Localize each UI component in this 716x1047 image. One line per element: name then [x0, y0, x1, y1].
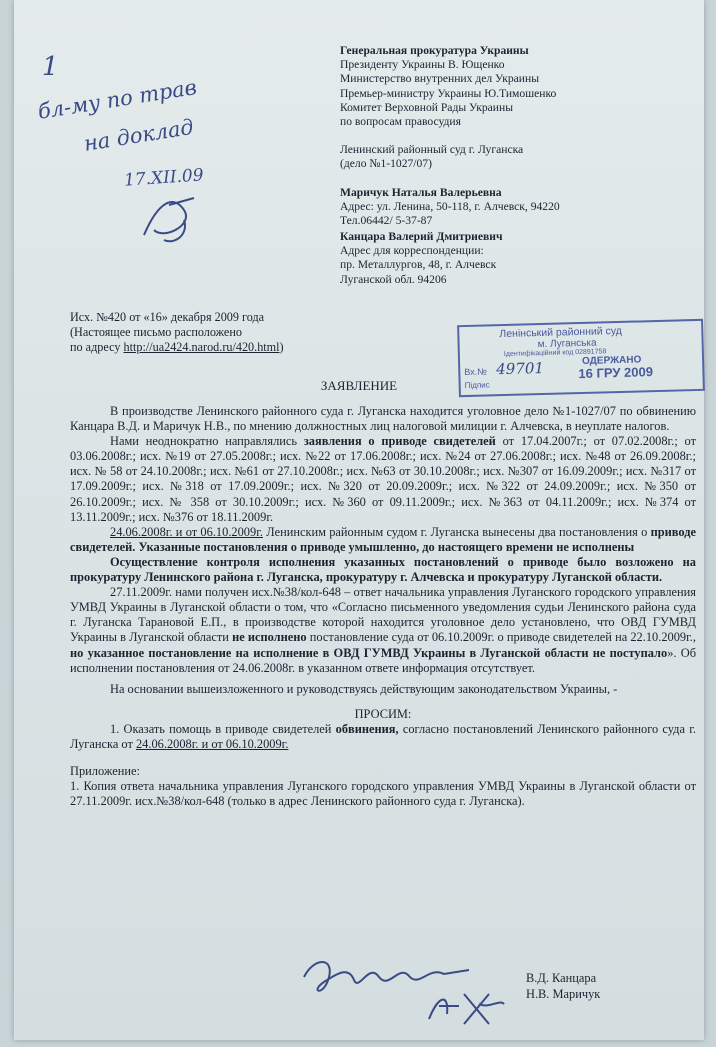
paragraph-basis: На основании вышеизложенного и руководствуясь действующим законодательством Украины, -	[110, 681, 618, 696]
handwritten-resolution-line2: на доклад	[82, 114, 196, 156]
stamp-id-code: Ідентифікаційний код 02891758	[503, 348, 607, 359]
outgoing-number: Исх. №420 от «16» декабря 2009 года	[70, 310, 265, 324]
outgoing-note: (Настоящее письмо расположено	[70, 325, 242, 339]
sender2-line1: Адрес для корреспонденции:	[340, 244, 484, 258]
recipients-block	[340, 44, 700, 129]
sender2-block	[340, 230, 700, 287]
outgoing-url-line: по адресу http://ua2424.narod.ru/420.html)	[70, 340, 284, 354]
recipient-line: Комитет Верховной Рады Украины	[340, 100, 513, 114]
handwritten-corner-mark: 1	[42, 52, 59, 82]
sender1-block	[340, 186, 700, 229]
recipient-line: Министерство внутренних дел Украины	[340, 72, 540, 86]
stamp-date: 16 ГРУ 2009	[578, 364, 654, 382]
appendix-item: 1. Копия ответа начальника управления Луганского городского управления УМВД Украины в Луганской области от 27.11.2009г. исх.№38/кол-648 (только в адрес Ленинского районного суда г. Луганска).	[70, 779, 696, 809]
sender2-name: Канцара Валерий Дмитриевич	[340, 230, 503, 243]
outgoing-url-link[interactable]: http://ua2424.narod.ru/420.html	[123, 340, 280, 354]
recipient-line: по вопросам правосудия	[340, 115, 461, 129]
request-item: 1. Оказать помощь в приводе свидетелей обвинения, согласно постановлений Ленинского районного суда г. Луганска от 24.06.2008г. и от 06.10.2009г.	[70, 721, 696, 751]
court-block	[340, 143, 700, 171]
paragraph-control: Осуществление контроля исполнения указанных постановлений о приводе было возложено на прокуратуру Ленинского района г. Луганска, прокуратуру г. Алчевска и прокуратуру Луганской области.	[70, 554, 696, 585]
stamp-sign-label: Підпис	[464, 380, 490, 391]
paragraph-case: В производстве Ленинского районного суда г. Луганска находится уголовное дело №1-1027/07 по обвинению Канцара В.Д. и Маричук Н.В., по мнению должностных лиц налоговой милиции г. Алчевска, в неуплате налогов.	[70, 404, 696, 434]
stamp-court-name: Ленінський районний суд	[499, 324, 622, 341]
sender1-phone: Тел.06442/ 5-37-87	[340, 214, 433, 228]
case-number: (дело №1-1027/07)	[340, 157, 432, 171]
sender1-address: Адрес: ул. Ленина, 50-118, г. Алчевск, 94220	[340, 200, 560, 214]
recipient-line: Премьер-министру Украины Ю.Тимошенко	[340, 86, 557, 100]
document-page	[14, 0, 704, 1040]
outgoing-block	[70, 310, 390, 355]
appendix-title: Приложение:	[70, 764, 140, 779]
sender2-line3: Луганской обл. 94206	[340, 272, 447, 286]
signer-marichuk: Н.В. Маричук	[526, 987, 601, 1001]
signer-kantsara: В.Д. Канцара	[526, 971, 597, 985]
stamp-city: м. Луганська	[537, 337, 597, 351]
stamp-in-label: Вх.№	[464, 366, 488, 378]
court-name: Ленинский районный суд г. Луганска	[340, 143, 524, 156]
handwritten-initials	[134, 190, 214, 250]
paragraph-rulings: 24.06.2008г. и от 06.10.2009г. Ленинским районным судом г. Луганска вынесены два постановления о приводе свидетелей. Указанные постановления о приводе умышленно, до настоящего времени не исполнены	[70, 524, 696, 554]
handwritten-resolution-line1: бл-му по трав	[36, 75, 199, 124]
sender1-name: Маричук Наталья Валерьевна	[340, 186, 502, 199]
stamp-in-number: 49701	[496, 358, 545, 379]
document-body	[70, 404, 696, 809]
signature-marichuk	[419, 984, 509, 1034]
request-title: ПРОСИМ:	[354, 706, 412, 721]
signers-block	[526, 970, 600, 1002]
recipient-line: Президенту Украины В. Ющенко	[340, 58, 505, 72]
stamp-received: ОДЕРЖАНО	[581, 354, 642, 367]
document-title: ЗАЯВЛЕНИЕ	[320, 378, 398, 393]
handwritten-resolution-date: 17.XII.09	[123, 165, 205, 191]
paragraph-response: 27.11.2009г. нами получен исх.№38/кол-648 – ответ начальника управления Луганского городского управления УМВД Украины в Луганской области о том, что «Согласно письменного уведомления судьи Ленинского района суда г. Луганска Тарановой Е.П., в производстве которой находится уголовное дело установлено, что ОВД ГУМВД Украины в Луганской области не исполнено постановление суда от 06.10.2009г. о приводе свидетелей на 22.10.2009г., но указанное постановление на исполнение в ОВД ГУМВД Украины в Луганской области не поступало». Об исполнении постановления от 24.06.2008г. в указанном ответе информация отсутствует.	[70, 585, 696, 675]
paragraph-requests: Нами неоднократно направлялись заявления о приводе свидетелей от 17.04.2007г.; от 07.02.2008г.; от 03.06.2008г.; исх. №19 от 27.05.2008г.; исх. №22 от 17.06.2008г.; исх. №24 от 27.06.2008г.; исх. №48 от 26.09.2008г.; исх. № 58 от 24.10.2008г.; исх. №61 от 27.10.2008г.; исх. №63 от 30.10.2008г.; исх. №307 от 16.09.2009г.; исх. №317 от 17.09.2009г.; исх. №318 от 17.09.2009г.; исх. №320 от 20.09.2009г.; исх. №322 от 24.09.2009г.; исх. №350 от 26.10.2009г.; исх. № 358 от 30.10.2009г.; исх. №360 от 09.11.2009г.; исх. №363 от 04.11.2009г.; исх. №374 от 13.11.2009г.; исх. №376 от 18.11.2009г.	[70, 434, 697, 524]
recipient-line: Генеральная прокуратура Украины	[340, 44, 529, 57]
sender2-line2: пр. Металлургов, 48, г. Алчевск	[340, 258, 497, 272]
